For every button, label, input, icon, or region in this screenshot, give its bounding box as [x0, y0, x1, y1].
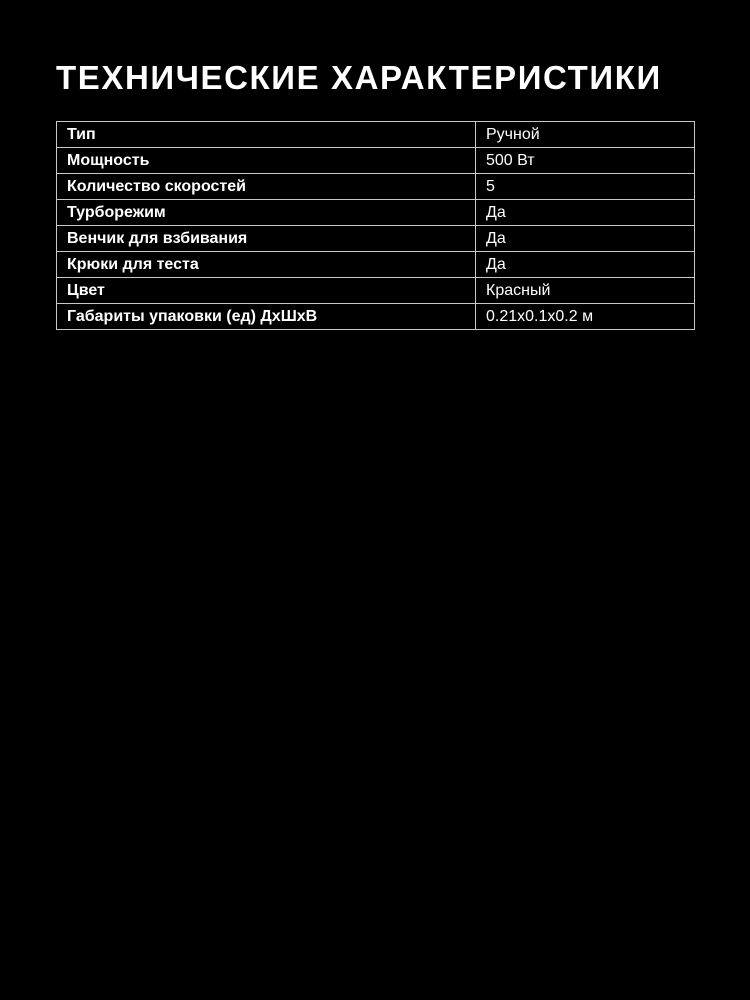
spec-name: Тип [57, 122, 476, 148]
spec-name: Крюки для теста [57, 252, 476, 278]
table-row [57, 200, 695, 226]
spec-name: Цвет [57, 278, 476, 304]
table-row [57, 304, 695, 330]
table-row [57, 122, 695, 148]
spec-name: Габариты упаковки (ед) ДхШхВ [57, 304, 476, 330]
spec-value: 0.21x0.1x0.2 м [476, 304, 695, 330]
spec-name: Мощность [57, 148, 476, 174]
spec-value: 500 Вт [476, 148, 695, 174]
table-row [57, 148, 695, 174]
spec-value: Красный [476, 278, 695, 304]
spec-value: 5 [476, 174, 695, 200]
spec-value: Да [476, 252, 695, 278]
spec-value: Да [476, 200, 695, 226]
table-row [57, 174, 695, 200]
page-title: ТЕХНИЧЕСКИЕ ХАРАКТЕРИСТИКИ [56, 59, 662, 96]
spec-name: Турборежим [57, 200, 476, 226]
table-row [57, 278, 695, 304]
spec-value: Да [476, 226, 695, 252]
table-row [57, 226, 695, 252]
spec-name: Венчик для взбивания [57, 226, 476, 252]
table-row [57, 252, 695, 278]
specs-table [56, 121, 695, 330]
spec-name: Количество скоростей [57, 174, 476, 200]
spec-value: Ручной [476, 122, 695, 148]
